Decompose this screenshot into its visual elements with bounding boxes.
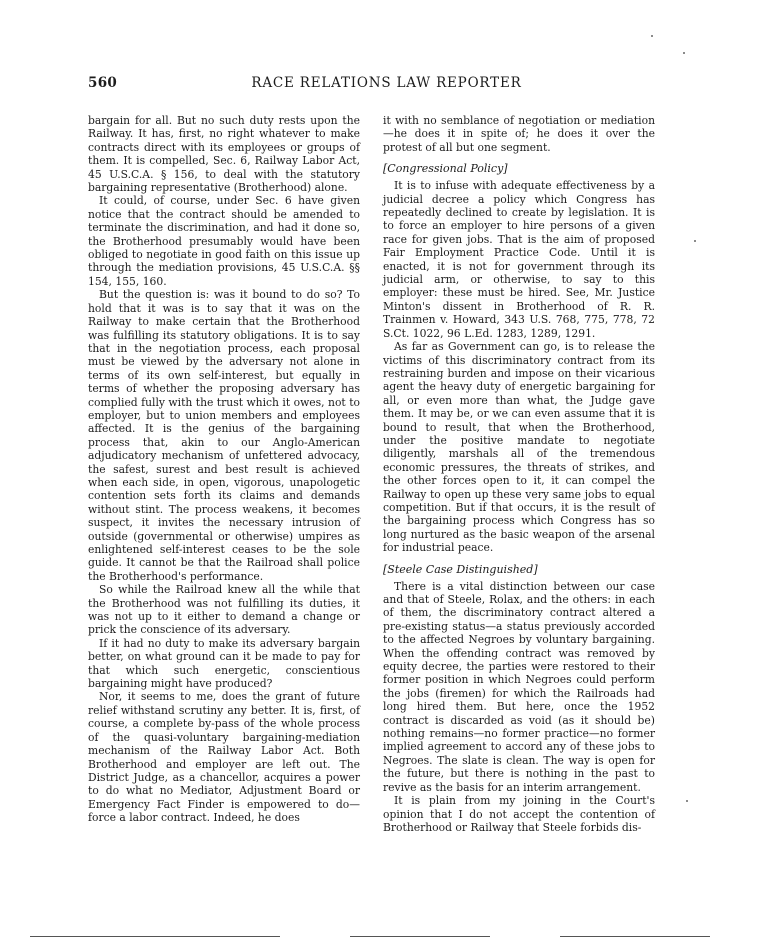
scan-speck [694, 240, 696, 242]
footer-rule-right [560, 936, 710, 937]
running-head: RACE RELATIONS LAW REPORTER [251, 75, 522, 91]
scan-speck [686, 800, 688, 802]
footer-rule-left [30, 936, 280, 937]
section-heading-steele-case: [Steele Case Distinguished] [383, 562, 538, 576]
page-number: 560 [88, 75, 118, 91]
left-paragraph-5: If it had no duty to make its adversary bargain better, on what ground can it be made to pay for that which such energetic, conscientious bargaining might have produced? [88, 636, 360, 691]
left-paragraph-3: But the question is: was it bound to do so? To hold that it was is to say that it was on the Railway to make certain that the Brotherhood was fulfilling its statutory obligations. It is to say that in the negotiation process, each proposal must be viewed by the adversary not alone in terms of its own self-interest, but equally in terms of whether the proposing adversary has complied fully with the trust which it owes, not to employer, but to union members and employees affected. It is the genius of the bargaining process that, akin to our Anglo-American adjudicatory mechanism of unfettered advocacy, the safest, surest and best result is achieved when each side, in open, vigorous, unapologetic contention sets forth its claims and demands without stint. The process weakens, it becomes suspect, it invites the necessary intrusion of outside (governmental or otherwise) umpires as enlightened self-interest ceases to be the sole guide. It cannot be that the Railroad shall police the Brotherhood's performance. [88, 288, 360, 583]
left-paragraph-2: It could, of course, under Sec. 6 have given notice that the contract should be amended to terminate the discrimination, and had it done so, the Brotherhood presumably would have been obliged to negotiate in good faith on this issue up through the mediation provisions, 45 U.S.C.A. §§ 154, 155, 160. [88, 194, 360, 288]
right-paragraph-4: There is a vital distinction between our case and that of Steele, Rolax, and the others: in each of them, the discriminatory contract altered a pre-existing status—a status previously accorded to the affected Negroes by voluntary bargaining. When the offending contract was removed by equity decree, the parties were restored to their former position in which Negroes could perform the jobs (firemen) for which the Railroads had long hired them. But here, once the 1952 contract is discarded as void (as it should be) nothing remains—no former practice—no former implied agreement to accord any of these jobs to Negroes. The slate is clean. The way is open for the future, but there is nothing in the past to revive as the basis for an interim arrangement. [383, 579, 655, 794]
right-column [383, 114, 655, 834]
right-paragraph-3: As far as Government can go, is to release the victims of this discriminatory contract from its restraining burden and impose on their vicarious agent the heavy duty of energetic bargaining for all, or even more than what, the Judge gave them. It may be, or we can even assume that it is bound to result, that when the Brotherhood, under the positive mandate to negotiate diligently, marshals all of the tremendous economic pressures, the threats of strikes, and the other forces open to it, it can compel the Railway to open up these very same jobs to equal competition. But if that occurs, it is the result of the bargaining process which Congress has so long nurtured as the basic weapon of the arsenal for industrial peace. [383, 340, 655, 555]
left-paragraph-1: bargain for all. But no such duty rests upon the Railway. It has, first, no right whatever to make contracts direct with its employees or groups of them. It is compelled, Sec. 6, Railway Labor Act, 45 U.S.C.A. § 156, to deal with the statutory bargaining representative (Brotherhood) alone. [88, 114, 360, 195]
scan-speck [651, 35, 653, 37]
scan-speck [683, 52, 685, 54]
right-paragraph-1: it with no semblance of negotiation or mediation—he does it in spite of; he does it over the protest of all but one segment. [383, 114, 655, 154]
left-paragraph-4: So while the Railroad knew all the while that the Brotherhood was not fulfilling its duties, it was not up to it either to demand a change or prick the conscience of its adversary. [88, 583, 360, 637]
left-column [88, 114, 360, 825]
right-paragraph-2: It is to infuse with adequate effectiveness by a judicial decree a policy which Congress has repeatedly declined to create by legislation. It is to force an employer to hire persons of a given race for given jobs. That is the aim of proposed Fair Employment Practice Code. Until it is enacted, it is not for government through its judicial arm, or otherwise, to say to this employer: these must be hired. See, Mr. Justice Minton's dissent in Brotherhood of R. R. Trainmen v. Howard, 343 U.S. 768, 775, 778, 72 S.Ct. 1022, 96 L.Ed. 1283, 1289, 1291. [383, 179, 655, 340]
footer-rule-center [350, 936, 490, 937]
section-heading-congressional-policy: [Congressional Policy] [383, 162, 508, 176]
right-paragraph-5: It is plain from my joining in the Court's opinion that I do not accept the contention of Brotherhood or Railway that Steele forbids dis- [383, 794, 655, 834]
left-paragraph-6: Nor, it seems to me, does the grant of future relief withstand scrutiny any better. It is, first, of course, a complete by-pass of the whole process of the quasi-voluntary bargaining-mediation mechanism of the Railway Labor Act. Both Brotherhood and employer are left out. The District Judge, as a chancellor, acquires a power to do what no Mediator, Adjustment Board or Emergency Fact Finder is empowered to do—force a labor contract. Indeed, he does [88, 690, 360, 825]
